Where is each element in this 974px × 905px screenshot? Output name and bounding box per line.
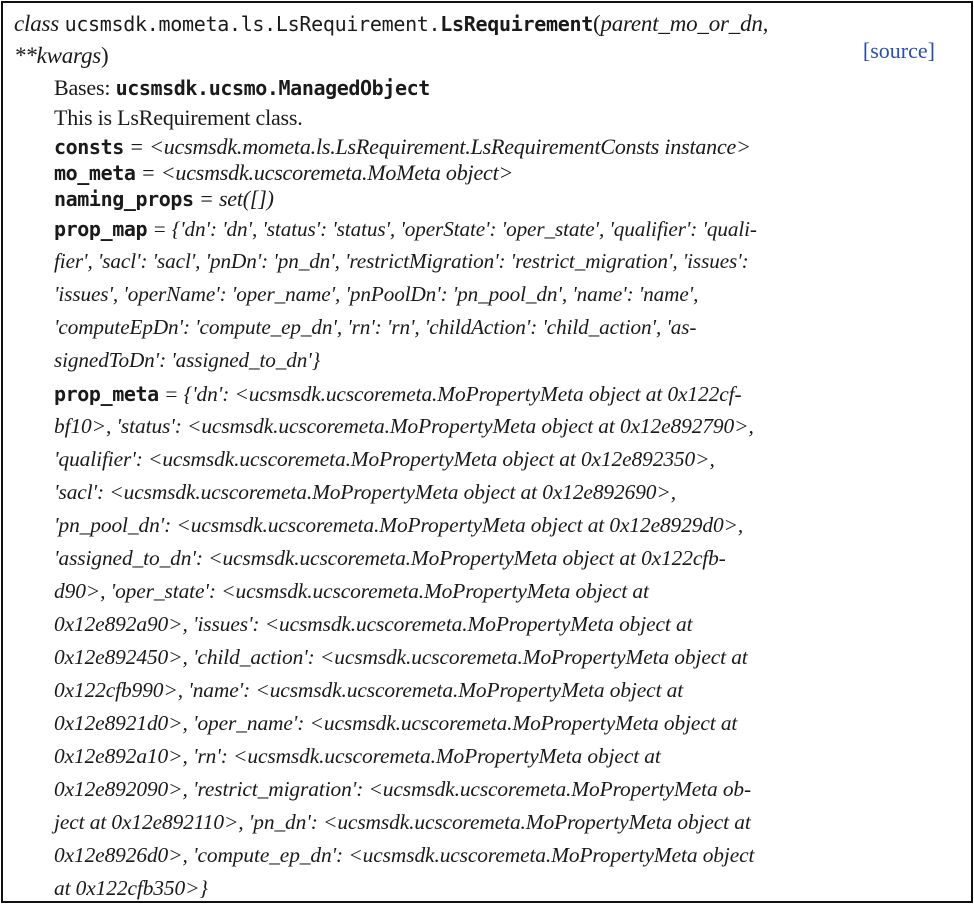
prop-meta-text: = {'dn': <ucsmsdk.ucscoremeta.MoPropertyMeta object at 0x122cf-: [158, 382, 742, 406]
prop-map-line: signedToDn': 'assigned_to_dn'}: [54, 348, 321, 372]
module-path: ucsmsdk.mometa.ls.LsRequirement.: [64, 12, 441, 36]
class-name: LsRequirement: [440, 12, 593, 36]
prop-meta-line: 'sacl': <ucsmsdk.ucscoremeta.MoPropertyMeta object at 0x12e892690>,: [54, 480, 676, 504]
attr-mo-meta-value: = <ucsmsdk.ucscoremeta.MoMeta object>: [135, 160, 514, 185]
attr-naming-props-value: = set([]): [193, 186, 274, 211]
prop-meta-line: bf10>, 'status': <ucsmsdk.ucscoremeta.MoPropertyMeta object at 0x12e892790>,: [54, 414, 754, 438]
prop-meta-line: 0x12e892090>, 'restrict_migration': <ucsmsdk.ucscoremeta.MoPropertyMeta ob-: [54, 777, 752, 801]
attr-prop-map-name: prop_map: [54, 217, 148, 241]
paren-close: ): [101, 43, 109, 68]
prop-meta-line: 0x12e892a10>, 'rn': <ucsmsdk.ucscoremeta.MoPropertyMeta object at: [54, 744, 661, 768]
attr-prop-meta-name: prop_meta: [54, 382, 159, 406]
bases-label: Bases:: [54, 75, 111, 100]
prop-map-line: 'computeEpDn': 'compute_ep_dn', 'rn': 'rn', 'childAction': 'child_action', 'as-: [54, 315, 697, 339]
prop-meta-line: ject at 0x12e892110>, 'pn_dn': <ucsmsdk.ucscoremeta.MoPropertyMeta object at: [54, 810, 751, 834]
class-doc-panel: [1, 1, 973, 903]
param-kwargs: **kwargs: [14, 43, 101, 68]
class-body: [54, 75, 966, 905]
attr-prop-map: [54, 212, 966, 377]
prop-meta-line: 'pn_pool_dn': <ucsmsdk.ucscoremeta.MoPropertyMeta object at 0x12e8929d0>,: [54, 513, 744, 537]
prop-meta-line: 0x122cfb990>, 'name': <ucsmsdk.ucscoremeta.MoPropertyMeta object at: [54, 678, 684, 702]
source-link[interactable]: [source]: [862, 38, 935, 63]
prop-map-text: = {'dn': 'dn', 'status': 'status', 'operState': 'oper_state', 'qualifier': 'quali-: [147, 217, 757, 241]
class-keyword: class: [14, 11, 60, 36]
attr-consts-name: consts: [54, 135, 124, 159]
prop-meta-line: 0x12e8926d0>, 'compute_ep_dn': <ucsmsdk.ucscoremeta.MoPropertyMeta object: [54, 843, 755, 867]
class-signature: [14, 8, 964, 72]
prop-map-line: 'issues', 'operName': 'oper_name', 'pnPoolDn': 'pn_pool_dn', 'name': 'name',: [54, 282, 699, 306]
attr-naming-props: [54, 186, 966, 212]
prop-map-line: fier', 'sacl': 'sacl', 'pnDn': 'pn_dn', 'restrictMigration': 'restrict_migration', 'issues':: [54, 249, 749, 273]
prop-meta-line: [54, 377, 966, 410]
attr-mo-meta-name: mo_meta: [54, 161, 136, 185]
attr-prop-meta: [54, 377, 966, 905]
paren-open: (: [592, 11, 601, 36]
prop-meta-line: 0x12e892450>, 'child_action': <ucsmsdk.ucscoremeta.MoPropertyMeta object at: [54, 645, 748, 669]
signature-line-2: [14, 40, 964, 72]
attr-consts-value: = <ucsmsdk.mometa.ls.LsRequirement.LsRequirementConsts instance>: [123, 134, 751, 159]
prop-meta-line: 0x12e8921d0>, 'oper_name': <ucsmsdk.ucscoremeta.MoPropertyMeta object at: [54, 711, 738, 735]
bases-line: [54, 75, 966, 101]
prop-meta-line: d90>, 'oper_state': <ucsmsdk.ucscoremeta.MoPropertyMeta object at: [54, 579, 649, 603]
prop-map-line: [54, 212, 966, 245]
signature-line-1: [14, 8, 964, 40]
attr-naming-props-name: naming_props: [54, 187, 194, 211]
prop-meta-line: 'qualifier': <ucsmsdk.ucscoremeta.MoPropertyMeta object at 0x12e892350>,: [54, 447, 715, 471]
attr-mo-meta: [54, 160, 966, 186]
attr-consts: [54, 134, 966, 160]
class-description: This is LsRequirement class.: [54, 105, 303, 130]
prop-meta-line: 0x12e892a90>, 'issues': <ucsmsdk.ucscoremeta.MoPropertyMeta object at: [54, 612, 693, 636]
prop-meta-line: 'assigned_to_dn': <ucsmsdk.ucscoremeta.MoPropertyMeta object at 0x122cfb-: [54, 546, 726, 570]
param-parent-mo-or-dn: parent_mo_or_dn,: [600, 11, 769, 36]
bases-value[interactable]: ucsmsdk.ucsmo.ManagedObject: [115, 76, 430, 100]
prop-meta-line: at 0x122cfb350>}: [54, 876, 208, 900]
